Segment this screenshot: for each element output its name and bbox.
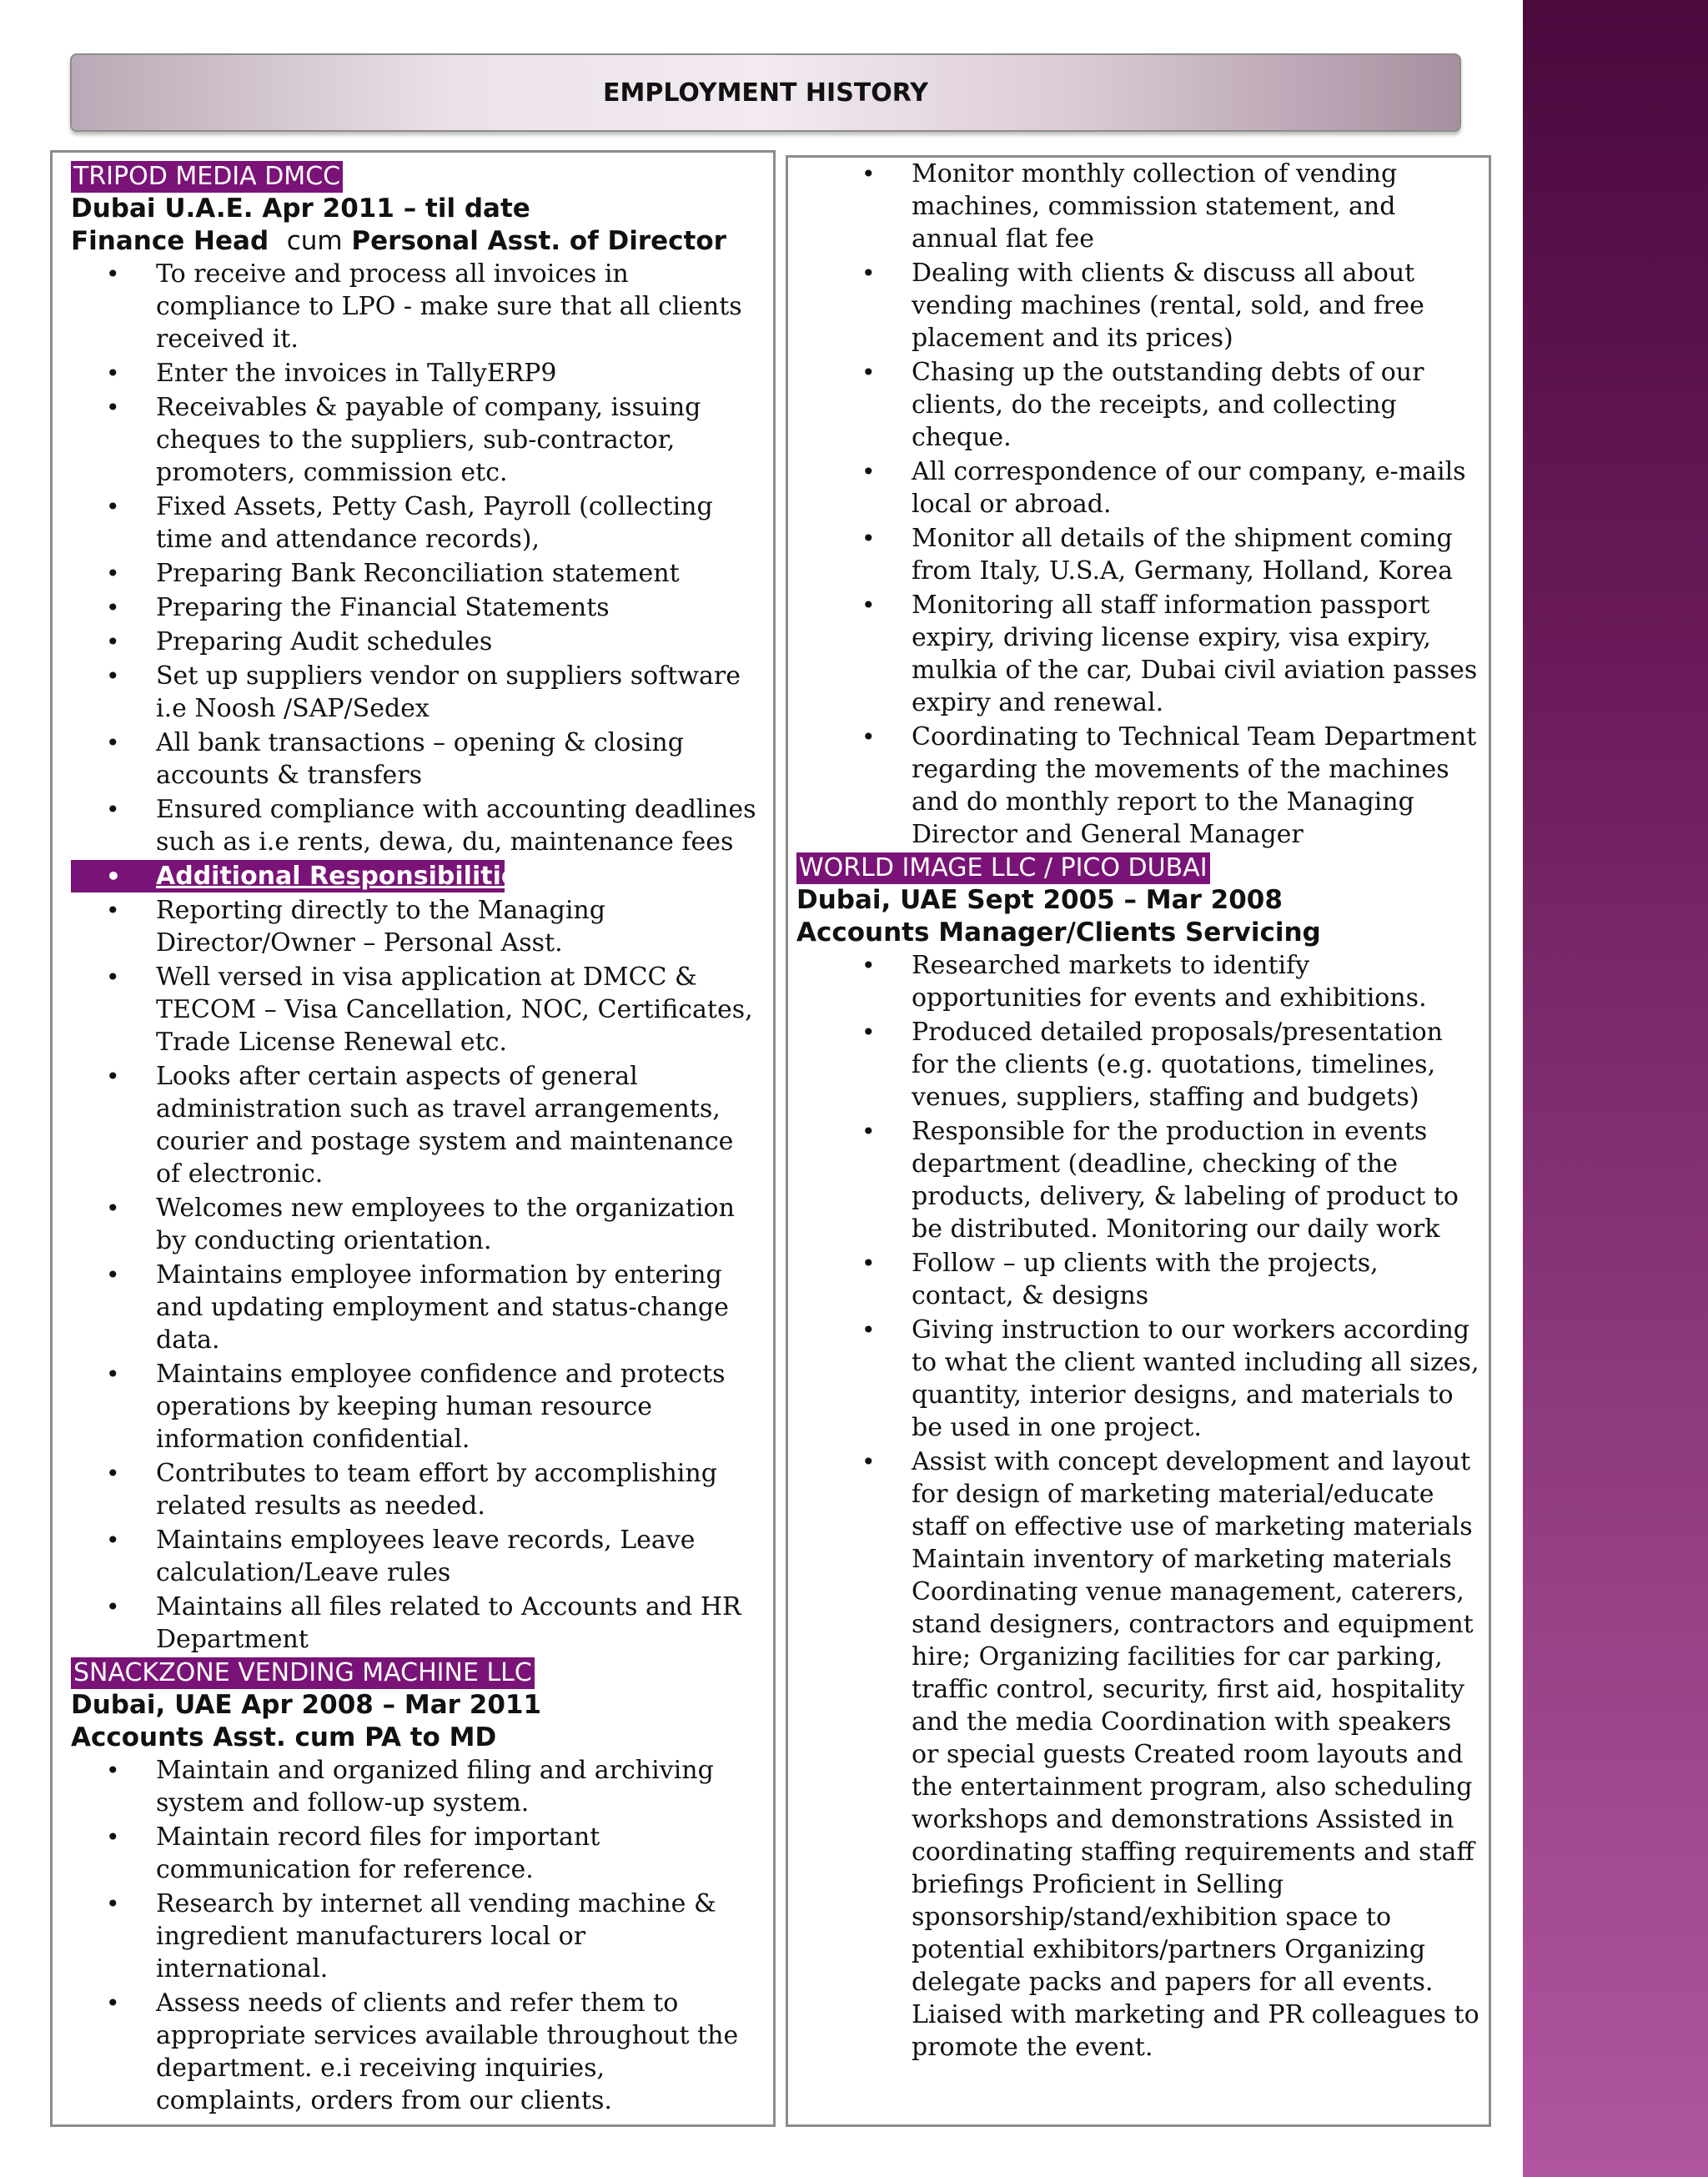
list-item: • Maintain record files for important communication for reference.	[71, 1821, 756, 1886]
list-item: • Giving instruction to our workers according to what the client wanted including all sizes, quantity, interior designs, and materials to be used in one project.	[820, 1314, 1480, 1444]
job-title-part: Finance Head	[71, 226, 269, 256]
company-snackzone: SNACKZONE VENDING MACHINE LLC	[71, 1657, 535, 1689]
company-world-image: WORLD IMAGE LLC / PICO DUBAI	[796, 852, 1210, 884]
list-item: • To receive and process all invoices in compliance to LPO - make sure that all clients received it.	[71, 258, 756, 355]
list-item: • Maintains employee information by entering and updating employment and status-change data.	[71, 1259, 756, 1356]
snackzone-location-date: Dubai, UAE Apr 2008 – Mar 2011	[71, 1690, 542, 1720]
list-item: • Assess needs of clients and refer them to appropriate services available throughout the department. e.i receiving inquiries, complaints, orders from our clients.	[71, 1987, 756, 2117]
list-item: • Coordinating to Technical Team Department regarding the movements of the machines and do monthly report to the Managing Director and General Manager	[820, 721, 1480, 851]
list-item: • Dealing with clients & discuss all about vending machines (rental, sold, and free placement and its prices)	[820, 257, 1480, 354]
left-column	[50, 150, 776, 2127]
list-item: • All correspondence of our company, e-mails local or abroad.	[820, 455, 1480, 520]
snackzone-job-title: Accounts Asst. cum PA to MD	[71, 1722, 497, 1752]
section-title: EMPLOYMENT HISTORY	[603, 78, 928, 108]
list-item: • Researched markets to identify opportunities for events and exhibitions.	[820, 949, 1480, 1014]
section-header	[70, 53, 1461, 132]
list-item: • Follow – up clients with the projects, contact, & designs	[820, 1247, 1480, 1312]
list-item: • Set up suppliers vendor on suppliers software i.e Noosh /SAP/Sedex	[71, 660, 756, 725]
list-item: • Receivables & payable of company, issuing cheques to the suppliers, sub-contractor, promoters, commission etc.	[71, 391, 756, 489]
list-item: • Maintains employees leave records, Leave calculation/Leave rules	[71, 1524, 756, 1589]
tripod-location-date: Dubai U.A.E. Apr 2011 – til date	[71, 194, 530, 224]
world-image-job-title: Accounts Manager/Clients Servicing	[796, 918, 1321, 948]
list-item: • Preparing Bank Reconciliation statement	[71, 557, 756, 590]
list-item: • Assist with concept development and layout for design of marketing material/educate staff on effective use of marketing materials Maintain inventory of marketing materials Coordinating venue management, caterers, stand designers, contractors and equipment hire; Organizing facilities for car parking, traffic control, security, first aid, hospitality and the media Coordination with speakers or special guests Created room layouts and the entertainment program, also scheduling workshops and demonstrations Assisted in coordinating staffing requirements and staff briefings Proficient in Selling sponsorship/stand/exhibition space to potential exhibitors/partners Organizing delegate packs and papers for all events. Liaised with marketing and PR colleagues to promote the event.	[820, 1445, 1480, 2064]
list-item: • Ensured compliance with accounting deadlines such as i.e rents, dewa, du, maintenance fees	[71, 793, 756, 858]
decorative-side-bar	[1523, 0, 1708, 2177]
list-item: • All bank transactions – opening & closing accounts & transfers	[71, 727, 756, 792]
list-item: • Chasing up the outstanding debts of our clients, do the receipts, and collecting cheque.	[820, 356, 1480, 454]
list-item: • Monitoring all staff information passport expiry, driving license expiry, visa expiry, mulkia of the car, Dubai civil aviation passes expiry and renewal.	[820, 589, 1480, 719]
world-image-location-date: Dubai, UAE Sept 2005 – Mar 2008	[796, 885, 1283, 915]
company-tripod: TRIPOD MEDIA DMCC	[71, 161, 343, 193]
tripod-job-title	[71, 225, 756, 258]
job-title-part: cum	[286, 226, 343, 256]
list-item: • Responsible for the production in events department (deadline, checking of the products, delivery, & labeling of product to be distributed. Monitoring our daily work	[820, 1115, 1480, 1245]
list-item: • Maintains all files related to Accounts and HR Department	[71, 1591, 756, 1656]
list-item: • Well versed in visa application at DMCC & TECOM – Visa Cancellation, NOC, Certificates, Trade License Renewal etc.	[71, 961, 756, 1058]
list-item: • Reporting directly to the Managing Director/Owner – Personal Asst.	[71, 894, 756, 959]
world-image-duties	[820, 949, 1480, 2064]
right-column	[786, 155, 1491, 2127]
job-title-part: Personal Asst. of Director	[351, 226, 726, 256]
snackzone-duties	[71, 1754, 756, 2117]
list-item: • Maintain and organized filing and archiving system and follow-up system.	[71, 1754, 756, 1819]
tripod-duties	[71, 258, 756, 1656]
list-item: • Enter the invoices in TallyERP9	[71, 357, 756, 390]
list-item: • Research by internet all vending machine & ingredient manufacturers local or international.	[71, 1888, 756, 1985]
list-item: • Monitor all details of the shipment coming from Italy, U.S.A, Germany, Holland, Korea	[820, 522, 1480, 587]
snackzone-duties-continued	[820, 158, 1480, 851]
list-item: • Produced detailed proposals/presentation for the clients (e.g. quotations, timelines, venues, suppliers, staffing and budgets)	[820, 1016, 1480, 1114]
list-item: • Preparing the Financial Statements	[71, 591, 756, 624]
list-item: • Contributes to team effort by accomplishing related results as needed.	[71, 1457, 756, 1522]
additional-responsibilities-heading: • Additional Responsibilities:	[71, 860, 756, 892]
list-item: • Monitor monthly collection of vending machines, commission statement, and annual flat fee	[820, 158, 1480, 255]
list-item: • Maintains employee confidence and protects operations by keeping human resource information confidential.	[71, 1358, 756, 1456]
list-item: • Preparing Audit schedules	[71, 626, 756, 658]
list-item: • Welcomes new employees to the organization by conducting orientation.	[71, 1192, 756, 1257]
list-item: • Fixed Assets, Petty Cash, Payroll (collecting time and attendance records),	[71, 490, 756, 556]
list-item: • Looks after certain aspects of general administration such as travel arrangements, courier and postage system and maintenance of electronic.	[71, 1060, 756, 1190]
